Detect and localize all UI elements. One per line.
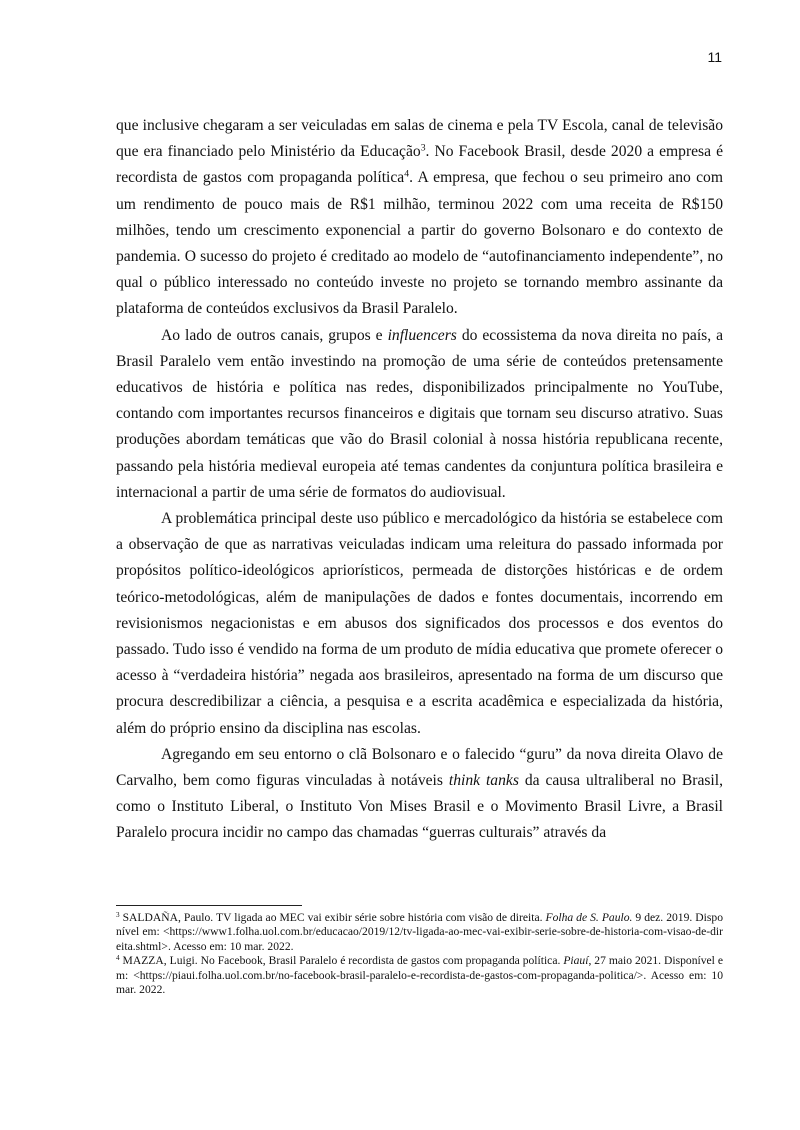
paragraph-4 bbox=[116, 742, 723, 847]
paragraph-text: . No Facebook Brasil, desde 2020 a empresa é recordista de gastos com propaganda política bbox=[116, 143, 724, 187]
paragraph-1 bbox=[116, 113, 723, 323]
footnote-source-title: Piauí bbox=[563, 954, 589, 968]
footnote-text: 9 dez. 2019. Disponível em: <https://www1.folha.uol.com.br/educacao/2019/12/tv-ligada-ao-mec-vai-exibir-serie-sobre-de-historia-com-visao-de-direita.shtml>. Acesso em: 10 mar. 2022. bbox=[116, 911, 723, 953]
footnote-text: SALDAÑA, Paulo. TV ligada ao MEC vai exibir série sobre história com visão de direita. bbox=[119, 911, 546, 924]
footnote-number: 4 bbox=[116, 954, 120, 963]
paragraph-3 bbox=[116, 506, 723, 742]
italic-term: think tanks bbox=[448, 772, 519, 790]
paragraph-text: Ao lado de outros canais, grupos e bbox=[161, 326, 388, 344]
page-number: 11 bbox=[707, 49, 722, 65]
footnote-text: MAZZA, Luigi. No Facebook, Brasil Paralelo é recordista de gastos com propaganda política. bbox=[119, 954, 564, 968]
paragraph-2 bbox=[116, 323, 723, 506]
paragraph-text: Agregando em seu entorno o clã Bolsonaro e o falecido “guru” da nova direita Olavo de Carvalho, bem como figuras vinculadas à notáveis bbox=[116, 745, 723, 790]
paragraph-text: . A empresa, que fechou o seu primeiro ano com um rendimento de pouco mais de R$1 milhão, terminou 2022 com uma receita de R$150 milhões, tendo um crescimento exponencial a partir do governo Bolsonaro e do contexto de pandemia. O sucesso do projeto é creditado ao modelo de “autofinanciamento independente”, no qual o público interessado no conteúdo investe no projeto se tornando membro assinante da plataforma de conteúdos exclusivos da Brasil Paralelo. bbox=[116, 169, 723, 318]
footnote-number: 3 bbox=[116, 911, 120, 920]
footnote-text: , 27 maio 2021. Disponível em: <https://piaui.folha.uol.com.br/no-facebook-brasil-paralelo-e-recordista-de-gastos-com-propaganda-politica/>. Acesso em: 10 mar. 2022. bbox=[116, 954, 723, 997]
footnote-ref-3[interactable]: 3 bbox=[420, 142, 426, 154]
paragraph-text: que inclusive chegaram a ser veiculadas em salas de cinema e pela TV Escola, canal de televisão que era financiado pelo Ministério da Educação bbox=[116, 117, 723, 161]
footnote-3 bbox=[116, 911, 723, 954]
paragraph-text: da causa ultraliberal no Brasil, como o Instituto Liberal, o Instituto Von Mises Brasil e o Movimento Brasil Livre, a Brasil Paralelo procura incidir no campo das chamadas “guerras culturais” através da bbox=[116, 772, 723, 842]
footnote-separator bbox=[116, 905, 302, 906]
footnotes bbox=[116, 911, 723, 997]
body-text bbox=[116, 113, 723, 847]
footnote-source-title: Folha de S. Paulo. bbox=[545, 911, 633, 924]
footnote-ref-4[interactable]: 4 bbox=[404, 169, 410, 181]
italic-term: influencers bbox=[387, 326, 457, 344]
paragraph-text: A problemática principal deste uso público e mercadológico da história se estabelece com a observação de que as narrativas veiculadas indicam uma releitura do passado informada por propósitos político-ideológicos apriorísticos, permeada de distorções históricas e de ordem teórico-metodológicas, além de manipulações de dados e fontes documentais, incorrendo em revisionismos negacionistas e em abusos dos significados dos processos e dos eventos do passado. Tudo isso é vendido na forma de um produto de mídia educativa que promete oferecer o acesso à “verdadeira história” negada aos brasileiros, apresentado na forma de um discurso que procura descredibilizar a ciência, a pesquisa e a escrita acadêmica e especializada da história, além do próprio ensino da disciplina nas escolas. bbox=[116, 510, 723, 737]
paragraph-text: do ecossistema da nova direita no país, a Brasil Paralelo vem então investindo na promoção de uma série de conteúdos pretensamente educativos de história e política nas redes, disponibilizados principalmente no YouTube, contando com importantes recursos financeiros e digitais que tornam seu discurso atrativo. Suas produções abordam temáticas que vão do Brasil colonial à nossa história republicana recente, passando pela história medieval europeia até temas candentes da conjuntura política brasileira e internacional a partir de uma série de formatos do audiovisual. bbox=[116, 326, 723, 501]
footnote-4 bbox=[116, 954, 723, 997]
